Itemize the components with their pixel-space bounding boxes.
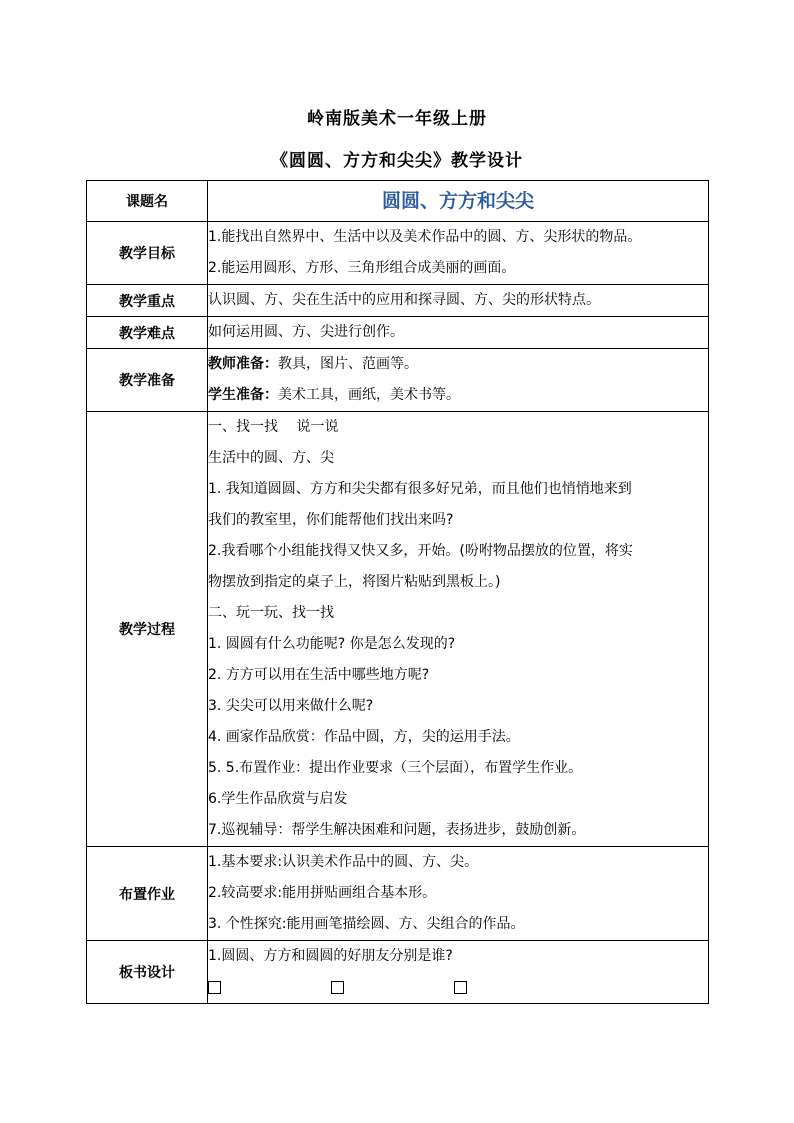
focus-line: 认识圆、方、尖在生活中的应用和探寻圆、方、尖的形状特点。: [208, 292, 600, 308]
cell-process: [208, 412, 709, 847]
cell-focus: [208, 285, 709, 317]
process-line: 4. 画家作品欣赏：作品中圆，方，尖的运用手法。: [208, 729, 520, 745]
process-line: 6.学生作品欣赏与启发: [208, 791, 348, 807]
row-goals: [87, 222, 709, 285]
lesson-plan-table: [86, 180, 709, 1004]
process-line: 物摆放到指定的桌子上，将图片粘贴到黑板上。): [208, 574, 501, 590]
label-prep: 教学准备: [87, 349, 208, 412]
teacher-prep-line: [208, 349, 708, 380]
cell-board: [208, 941, 709, 1004]
label-board: 板书设计: [87, 941, 208, 1004]
process-line: 7.巡视辅导：帮学生解决困难和问题，表扬进步，鼓励创新。: [208, 822, 586, 838]
student-prep-text: 美术工具，画纸，美术书等。: [278, 387, 460, 403]
goal-line: 1.能找出自然界中、生活中以及美术作品中的圆、方、尖形状的物品。: [208, 229, 642, 245]
checkbox-icon: [454, 981, 467, 994]
process-line: 一、找一找 说一说: [208, 419, 339, 435]
label-difficulty: 教学难点: [87, 317, 208, 349]
process-line: 我们的教室里，你们能帮他们找出来吗?: [208, 512, 454, 528]
homework-line: 3. 个性探究:能用画笔描绘圆、方、尖组合的作品。: [208, 916, 525, 932]
document-subtitle: 《圆圆、方方和尖尖》教学设计: [271, 151, 523, 171]
process-line: 2.我看哪个小组能找得又快又多，开始。(吩咐物品摆放的位置，将实: [208, 543, 633, 559]
board-boxes: [208, 972, 708, 1003]
label-topic: 课题名: [87, 181, 208, 222]
row-board: [87, 941, 709, 1004]
board-line: 1.圆圆、方方和圆圆的好朋友分别是谁?: [208, 948, 453, 964]
checkbox-icon: [208, 981, 221, 994]
teacher-prep-label: 教师准备：: [208, 356, 278, 372]
label-homework: 布置作业: [87, 847, 208, 941]
row-process: [87, 412, 709, 847]
topic-value: 圆圆、方方和尖尖: [381, 190, 534, 212]
process-line: 3. 尖尖可以用来做什么呢?: [208, 698, 374, 714]
cell-difficulty: [208, 317, 709, 349]
process-line: 1. 圆圆有什么功能呢? 你是怎么发现的?: [208, 636, 456, 652]
homework-line: 1.基本要求:认识美术作品中的圆、方、尖。: [208, 854, 479, 870]
row-homework: [87, 847, 709, 941]
process-line: 1. 我知道圆圆、方方和尖尖都有很多好兄弟，而且他们也悄悄地来到: [208, 481, 632, 497]
difficulty-line: 如何运用圆、方、尖进行创作。: [208, 324, 404, 340]
label-process: 教学过程: [87, 412, 208, 847]
process-line: 生活中的圆、方、尖: [208, 450, 334, 466]
teacher-prep-text: 教具，图片、范画等。: [278, 356, 418, 372]
homework-line: 2.较高要求:能用拼贴画组合基本形。: [208, 885, 437, 901]
student-prep-line: [208, 380, 708, 411]
checkbox-icon: [331, 981, 344, 994]
cell-homework: [208, 847, 709, 941]
label-goals: 教学目标: [87, 222, 208, 285]
document-title: 岭南版美术一年级上册: [307, 109, 487, 129]
cell-topic: [208, 181, 709, 222]
row-prep: [87, 349, 709, 412]
process-line: 二、玩一玩、找一找: [208, 605, 334, 621]
row-difficulty: [87, 317, 709, 349]
cell-goals: [208, 222, 709, 285]
student-prep-label: 学生准备：: [208, 387, 278, 403]
row-focus: [87, 285, 709, 317]
cell-prep: [208, 349, 709, 412]
row-topic: [87, 181, 709, 222]
process-line: 2. 方方可以用在生活中哪些地方呢?: [208, 667, 430, 683]
goal-line: 2.能运用圆形、方形、三角形组合成美丽的画面。: [208, 260, 516, 276]
process-line: 5. 5.布置作业：提出作业要求（三个层面），布置学生作业。: [208, 760, 583, 776]
label-focus: 教学重点: [87, 285, 208, 317]
